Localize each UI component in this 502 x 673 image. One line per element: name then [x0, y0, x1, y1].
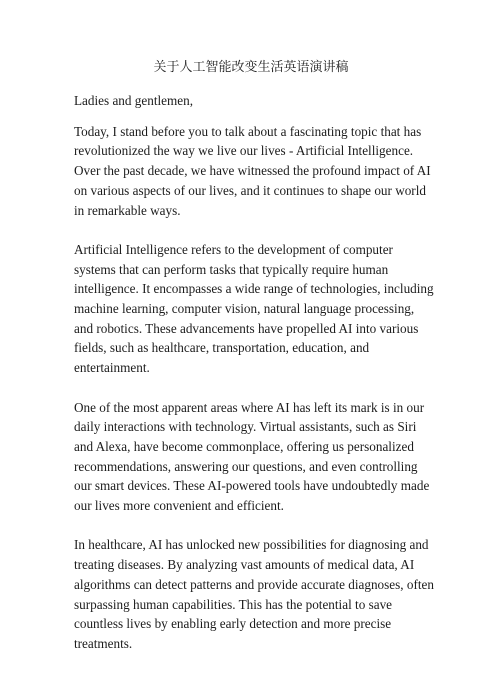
definition-paragraph: Artificial Intelligence refers to the development of computer systems that can perform tasks that typically require human intelligence. It encompasses a wide range of technologies, including machine learning, computer vision, natural language processing, and robotics. These advancements have propelled AI into various fields, such as healthcare, transportation, education, and entertainment. — [74, 241, 434, 376]
healthcare-paragraph: In healthcare, AI has unlocked new possibilities for diagnosing and treating diseases. By analyzing vast amounts of medical data, AI algorithms can detect patterns and provide accurate diagnoses, often surpassing human capabilities. This has the potential to save countless lives by enabling early detection and more precise treatments. — [74, 537, 434, 651]
intro-paragraph: Today, I stand before you to talk about a fascinating topic that has revolutionized the way we live our lives - Artificial Intelligence. Over the past decade, we have witnessed the profound impact of AI on various aspects of our lives, and it continues to shape our world in remarkable ways. — [74, 123, 431, 218]
daily-life-paragraph: One of the most apparent areas where AI has left its mark is in our daily interactions with technology. Virtual assistants, such as Siri and Alexa, have become commonplace, offering us personalized recommendations, answering our questions, and even controlling our smart devices. These AI-powered tools have undoubtedly made our lives more convenient and efficient. — [74, 399, 430, 514]
document-title: 关于人工智能改变生活英语演讲稿 — [153, 60, 349, 75]
document-body — [74, 91, 434, 673]
greeting-paragraph: Ladies and gentlemen, — [74, 93, 194, 108]
